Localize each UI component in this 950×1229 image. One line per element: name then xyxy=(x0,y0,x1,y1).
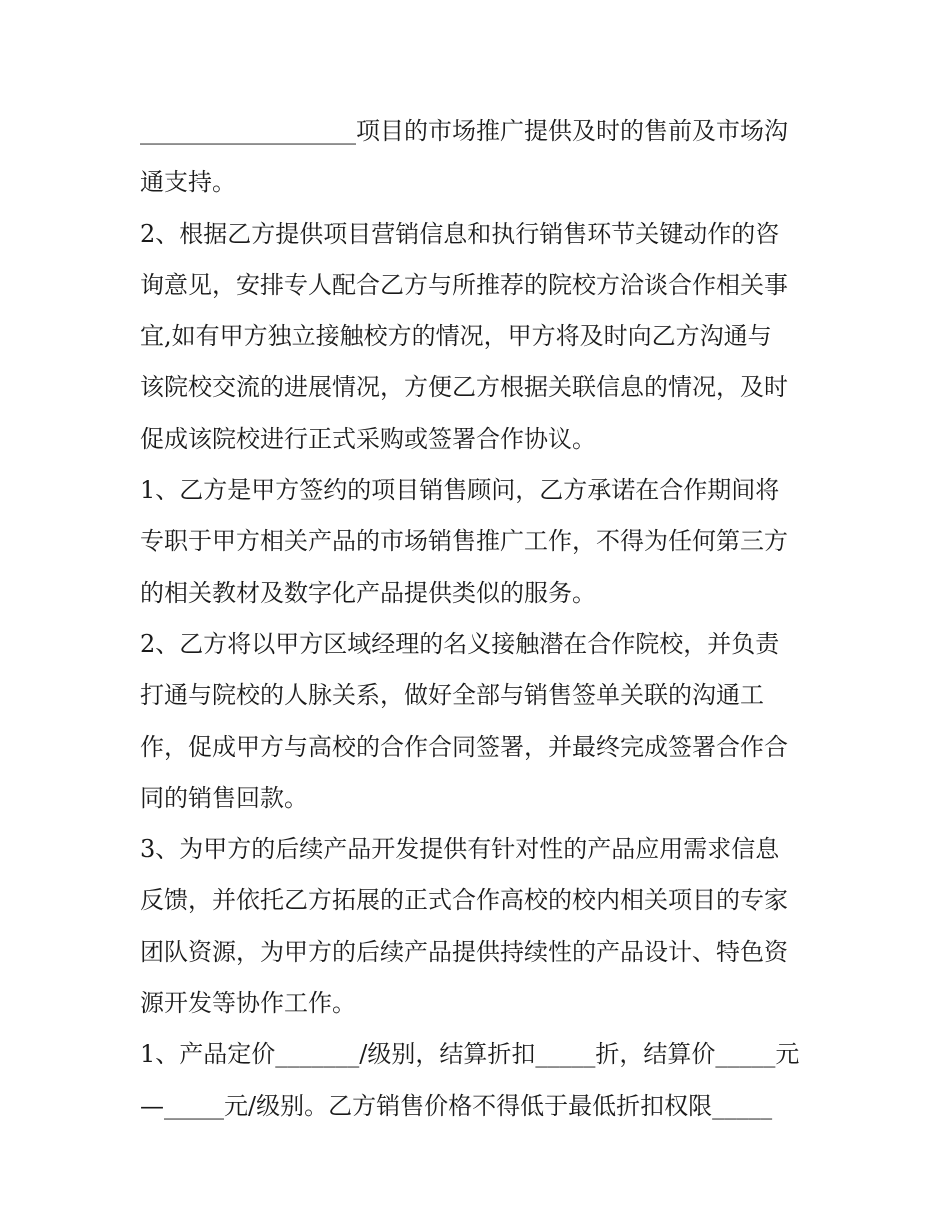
text-line-10: 的相关教材及数字化产品提供类似的服务。 xyxy=(140,578,596,607)
text-line-4: 询意见，安排专人配合乙方与所推荐的院校方洽谈合作相关事 xyxy=(140,270,788,299)
text-line-2: 通支持。 xyxy=(140,168,236,197)
text-line-20: —_____元/级别。乙方销售价格不得低于最低折扣权限_____ xyxy=(140,1091,773,1120)
document-body xyxy=(140,106,820,1132)
text-line-16: 反馈，并依托乙方拓展的正式合作高校的校内相关项目的专家 xyxy=(140,886,788,915)
text-line-6: 该院校交流的进展情况，方便乙方根据关联信息的情况，及时 xyxy=(140,373,788,402)
text-line-5: 宜,如有甲方独立接触校方的情况，甲方将及时向乙方沟通与 xyxy=(140,322,772,351)
text-line-15: 3、为甲方的后续产品开发提供有针对性的产品应用需求信息 xyxy=(140,835,780,864)
text-line-12: 打通与院校的人脉关系，做好全部与销售签单关联的沟通工 xyxy=(140,681,764,710)
text-line-8: 1、乙方是甲方签约的项目销售顾问，乙方承诺在合作期间将 xyxy=(140,476,780,505)
text-line-18: 源开发等协作工作。 xyxy=(140,989,356,1018)
text-line-7: 促成该院校进行正式采购或签署合作协议。 xyxy=(140,424,596,453)
text-line-9: 专职于甲方相关产品的市场销售推广工作，不得为任何第三方 xyxy=(140,527,788,556)
text-line-19: 1、产品定价_______/级别，结算折扣_____折，结算价_____元 xyxy=(140,1040,800,1069)
text-line-11: 2、乙方将以甲方区域经理的名义接触潜在合作院校，并负责 xyxy=(140,629,780,658)
text-line-13: 作，促成甲方与高校的合作合同签署，并最终完成签署合作合 xyxy=(140,732,788,761)
text-line-3: 2、根据乙方提供项目营销信息和执行销售环节关键动作的咨 xyxy=(140,219,780,248)
text-line-17: 团队资源，为甲方的后续产品提供持续性的产品设计、特色资 xyxy=(140,937,788,966)
text-line-14: 同的销售回款。 xyxy=(140,783,308,812)
text-line-1: __________________项目的市场推广提供及时的售前及市场沟 xyxy=(140,117,788,145)
